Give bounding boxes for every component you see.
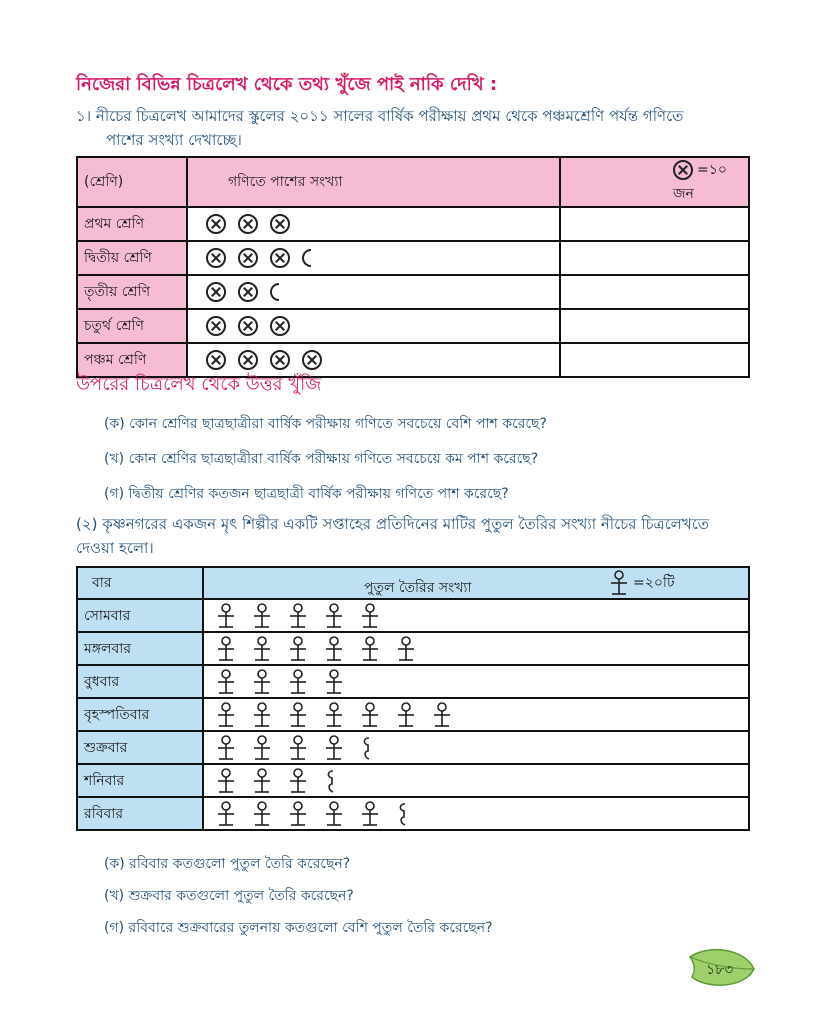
table1-legend-text: =১০ জন bbox=[673, 162, 727, 202]
page-number: ১৮৩ bbox=[706, 962, 734, 978]
table2-row bbox=[77, 698, 749, 731]
table1-col2-header: গণিতে পাশের সংখ্যা bbox=[187, 157, 560, 207]
blank-cell bbox=[560, 207, 749, 241]
cross-circle-icon bbox=[238, 350, 258, 370]
symbols-cell bbox=[187, 241, 560, 275]
dolls-cell bbox=[203, 764, 749, 797]
doll-icon bbox=[288, 669, 308, 695]
doll-icon bbox=[432, 702, 452, 728]
symbols-cell bbox=[187, 309, 560, 343]
cross-circle-icon bbox=[206, 248, 226, 268]
day-label: শুক্রবার bbox=[77, 731, 203, 764]
subheading: উপরের চিত্রলেখ থেকে উত্তর খুঁজি bbox=[76, 374, 322, 395]
table1-row bbox=[77, 207, 749, 241]
day-label: বুধবার bbox=[77, 665, 203, 698]
table2-row bbox=[77, 797, 749, 830]
half-doll-icon bbox=[360, 735, 372, 761]
dolls-cell bbox=[203, 599, 749, 632]
q2-text bbox=[76, 512, 776, 560]
day-label: শনিবার bbox=[77, 764, 203, 797]
doll-icon bbox=[216, 669, 236, 695]
q2-line2: দেওয়া হলো। bbox=[76, 539, 154, 557]
q2-line1: (২) কৃষ্ণনগরের একজন মৃৎ শিল্পীর একটি সপ্তাহের প্রতিদিনের মাটির পুতুল তৈরির সংখ্যা নীচের চিত্রলেখতে bbox=[76, 515, 709, 533]
doll-icon bbox=[360, 702, 380, 728]
symbols-cell bbox=[187, 275, 560, 309]
table2-col2-header-text: পুতুল তৈরির সংখ্যা bbox=[364, 580, 472, 596]
doll-icon bbox=[288, 735, 308, 761]
doll-icon bbox=[288, 768, 308, 794]
dolls-cell bbox=[203, 698, 749, 731]
doll-icon bbox=[252, 669, 272, 695]
pictograph-table-2 bbox=[76, 566, 750, 831]
cross-circle-icon bbox=[673, 160, 693, 180]
cross-circle-icon bbox=[206, 350, 226, 370]
question-item: (খ) শুক্রবার কতগুলো পুতুল তৈরি করেছেন? bbox=[104, 888, 354, 904]
day-label: রবিবার bbox=[77, 797, 203, 830]
doll-icon bbox=[288, 702, 308, 728]
blank-cell bbox=[560, 309, 749, 343]
doll-icon bbox=[324, 603, 344, 629]
dolls-cell bbox=[203, 665, 749, 698]
doll-icon bbox=[360, 636, 380, 662]
table2-row bbox=[77, 632, 749, 665]
blank-cell bbox=[560, 343, 749, 377]
pictograph-table-1 bbox=[76, 156, 750, 378]
day-label: সোমবার bbox=[77, 599, 203, 632]
doll-icon bbox=[216, 636, 236, 662]
class-label: তৃতীয় শ্রেণি bbox=[77, 275, 187, 309]
cross-circle-icon bbox=[270, 316, 290, 336]
table2-row bbox=[77, 599, 749, 632]
question-item: (গ) দ্বিতীয় শ্রেণির কতজন ছাত্রছাত্রী বার্ষিক পরীক্ষায় গণিতে পাশ করেছে? bbox=[104, 486, 509, 502]
doll-icon bbox=[216, 768, 236, 794]
class-label: প্রথম শ্রেণি bbox=[77, 207, 187, 241]
dolls-cell bbox=[203, 731, 749, 764]
doll-icon bbox=[360, 603, 380, 629]
doll-icon bbox=[216, 801, 236, 827]
cross-circle-icon bbox=[302, 350, 322, 370]
cross-circle-icon bbox=[206, 214, 226, 234]
table1-legend bbox=[560, 157, 749, 207]
table2-header-row bbox=[77, 567, 749, 599]
doll-icon bbox=[252, 768, 272, 794]
table1-col1-header: (শ্রেণি) bbox=[77, 157, 187, 207]
doll-icon bbox=[216, 702, 236, 728]
doll-icon bbox=[360, 801, 380, 827]
doll-icon bbox=[288, 636, 308, 662]
cross-circle-icon bbox=[238, 248, 258, 268]
doll-icon bbox=[324, 669, 344, 695]
cross-circle-icon bbox=[270, 214, 290, 234]
cross-circle-icon bbox=[270, 248, 290, 268]
class-label: পঞ্চম শ্রেণি bbox=[77, 343, 187, 377]
doll-icon bbox=[396, 636, 416, 662]
cross-circle-icon bbox=[238, 316, 258, 336]
table2-row bbox=[77, 731, 749, 764]
doll-icon bbox=[324, 801, 344, 827]
doll-icon bbox=[324, 735, 344, 761]
q1-text bbox=[76, 104, 766, 152]
class-label: চতুর্থ শ্রেণি bbox=[77, 309, 187, 343]
half-cross-circle-icon bbox=[270, 283, 279, 301]
dolls-cell bbox=[203, 632, 749, 665]
table2-legend-text: =২০টি bbox=[633, 575, 675, 591]
question-item: (গ) রবিবারে শুক্রবারের তুলনায় কতগুলো বেশি পুতুল তৈরি করেছেন? bbox=[104, 920, 493, 936]
class-label: দ্বিতীয় শ্রেণি bbox=[77, 241, 187, 275]
doll-icon bbox=[252, 735, 272, 761]
doll-icon bbox=[216, 735, 236, 761]
table1-row bbox=[77, 275, 749, 309]
page-number-leaf bbox=[686, 943, 758, 993]
q1-number: ১। bbox=[76, 107, 92, 125]
day-label: মঙ্গলবার bbox=[77, 632, 203, 665]
section-heading: নিজেরা বিভিন্ন চিত্রলেখ থেকে তথ্য খুঁজে পাই নাকি দেখি : bbox=[76, 74, 498, 95]
question-item: (খ) কোন শ্রেণির ছাত্রছাত্রীরা বার্ষিক পরীক্ষায় গণিতে সবচেয়ে কম পাশ করেছে? bbox=[104, 451, 539, 467]
table2-col1-header: বার bbox=[77, 567, 203, 599]
blank-cell bbox=[560, 241, 749, 275]
dolls-cell bbox=[203, 797, 749, 830]
q1-line1: নীচের চিত্রলেখ আমাদের স্কুলের ২০১১ সালের বার্ষিক পরীক্ষায় প্রথম থেকে পঞ্চমশ্রেণি পর্যন্ত গণিতে bbox=[95, 107, 684, 125]
doll-icon bbox=[288, 801, 308, 827]
table2-row bbox=[77, 665, 749, 698]
doll-icon bbox=[324, 702, 344, 728]
question-item: (ক) রবিবার কতগুলো পুতুল তৈরি করেছেন? bbox=[104, 856, 351, 872]
day-label: বৃহস্পতিবার bbox=[77, 698, 203, 731]
doll-icon bbox=[252, 702, 272, 728]
doll-icon bbox=[609, 570, 629, 596]
cross-circle-icon bbox=[206, 316, 226, 336]
cross-circle-icon bbox=[238, 214, 258, 234]
doll-icon bbox=[216, 603, 236, 629]
table2-col2-header bbox=[203, 567, 749, 599]
blank-cell bbox=[560, 275, 749, 309]
half-doll-icon bbox=[324, 768, 336, 794]
table2-row bbox=[77, 764, 749, 797]
question-item: (ক) কোন শ্রেণির ছাত্রছাত্রীরা বার্ষিক পরীক্ষায় গণিতে সবচেয়ে বেশি পাশ করেছে? bbox=[104, 416, 547, 432]
doll-icon bbox=[252, 603, 272, 629]
doll-icon bbox=[324, 636, 344, 662]
table1-row bbox=[77, 241, 749, 275]
doll-icon bbox=[252, 636, 272, 662]
doll-icon bbox=[396, 702, 416, 728]
half-doll-icon bbox=[396, 801, 408, 827]
doll-icon bbox=[252, 801, 272, 827]
q1-line2: পাশের সংখ্যা দেখাচ্ছে। bbox=[106, 131, 242, 149]
table2-legend bbox=[609, 570, 675, 596]
symbols-cell bbox=[187, 207, 560, 241]
cross-circle-icon bbox=[238, 282, 258, 302]
table1-row bbox=[77, 309, 749, 343]
table1-header-row bbox=[77, 157, 749, 207]
doll-icon bbox=[288, 603, 308, 629]
cross-circle-icon bbox=[270, 350, 290, 370]
half-cross-circle-icon bbox=[302, 249, 311, 267]
cross-circle-icon bbox=[206, 282, 226, 302]
